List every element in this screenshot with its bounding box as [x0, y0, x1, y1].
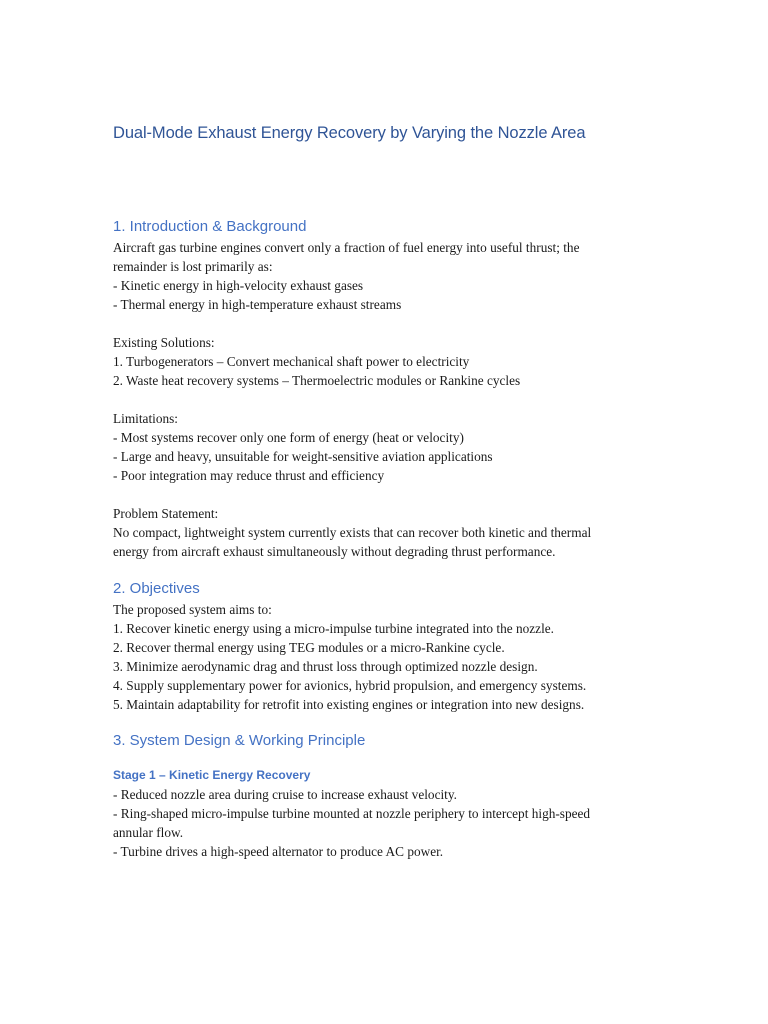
bullet-line: - Poor integration may reduce thrust and efficiency	[113, 468, 385, 483]
numbered-line: 5. Maintain adaptability for retrofit into existing engines or integration into new designs.	[113, 697, 585, 712]
section-system-design	[113, 731, 658, 752]
bullet-line: - Thermal energy in high-temperature exhaust streams	[113, 297, 402, 312]
numbered-line: 2. Waste heat recovery systems – Thermoelectric modules or Rankine cycles	[113, 373, 521, 388]
section-objectives	[113, 579, 658, 714]
document-title: Dual-Mode Exhaust Energy Recovery by Varying the Nozzle Area	[113, 124, 586, 142]
blank-line	[113, 485, 658, 504]
section-introduction	[113, 217, 658, 561]
numbered-line: 3. Minimize aerodynamic drag and thrust loss through optimized nozzle design.	[113, 659, 538, 674]
bullet-line: - Large and heavy, unsuitable for weight-sensitive aviation applications	[113, 449, 493, 464]
subsection-heading: Stage 1 – Kinetic Energy Recovery	[113, 768, 311, 782]
subheading-line: Existing Solutions:	[113, 335, 215, 350]
bullet-line: - Most systems recover only one form of energy (heat or velocity)	[113, 430, 464, 445]
subheading-line: Limitations:	[113, 411, 179, 426]
paragraph-line: energy from aircraft exhaust simultaneously without degrading thrust performance.	[113, 544, 556, 559]
bullet-line: - Reduced nozzle area during cruise to increase exhaust velocity.	[113, 787, 457, 802]
paragraph-line: No compact, lightweight system currently exists that can recover both kinetic and thermal	[113, 525, 592, 540]
numbered-line: 2. Recover thermal energy using TEG modules or a micro-Rankine cycle.	[113, 640, 505, 655]
paragraph-line: annular flow.	[113, 825, 184, 840]
subheading-line: Problem Statement:	[113, 506, 219, 521]
bullet-line: - Turbine drives a high-speed alternator to produce AC power.	[113, 844, 444, 859]
section-heading: 1. Introduction & Background	[113, 218, 307, 235]
blank-line	[113, 390, 658, 409]
paragraph-line: Aircraft gas turbine engines convert only a fraction of fuel energy into useful thrust; the	[113, 240, 580, 255]
paragraph-line: remainder is lost primarily as:	[113, 259, 273, 274]
numbered-line: 4. Supply supplementary power for avionics, hybrid propulsion, and emergency systems.	[113, 678, 587, 693]
bullet-line: - Ring-shaped micro-impulse turbine mounted at nozzle periphery to intercept high-speed	[113, 806, 591, 821]
paragraph-line: The proposed system aims to:	[113, 602, 272, 617]
section-heading: 3. System Design & Working Principle	[113, 732, 366, 749]
numbered-line: 1. Turbogenerators – Convert mechanical shaft power to electricity	[113, 354, 470, 369]
numbered-line: 1. Recover kinetic energy using a micro-impulse turbine integrated into the nozzle.	[113, 621, 554, 636]
blank-line	[113, 314, 658, 333]
bullet-line: - Kinetic energy in high-velocity exhaust gases	[113, 278, 364, 293]
subsection-stage-1	[113, 766, 658, 861]
section-heading: 2. Objectives	[113, 580, 200, 597]
